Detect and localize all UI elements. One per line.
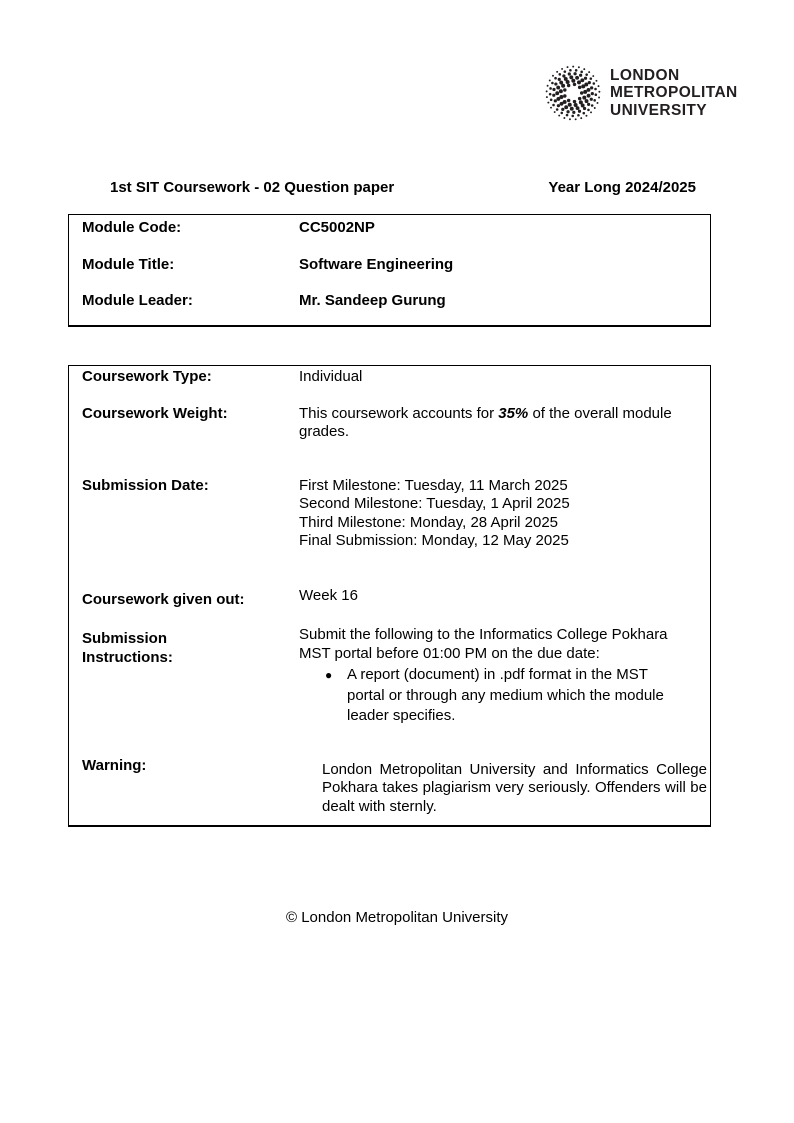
module-code-label: Module Code: [82,219,182,236]
weight-text-before: This coursework accounts for [299,404,499,422]
milestone-second: Second Milestone: Tuesday, 1 April 2025 [299,495,570,512]
copyright-notice: © London Metropolitan University [286,909,508,926]
coursework-weight-value [299,405,710,442]
table-row-coursework-type [69,368,710,387]
submission-instructions-value [299,626,710,727]
academic-year: Year Long 2024/2025 [548,179,696,196]
university-logo [544,64,738,122]
milestone-third: Third Milestone: Monday, 28 April 2025 [299,513,559,531]
submission-date-label: Submission Date: [82,476,209,494]
table-row-module-title [69,256,710,275]
module-code-value: CC5002NP [299,219,375,236]
module-title-value: Software Engineering [299,255,454,273]
module-leader-label: Module Leader: [82,292,193,309]
title-row [68,179,711,198]
given-out-label: Coursework given out: [82,590,245,608]
warning-value [299,757,715,817]
table-row-warning [69,757,710,817]
coursework-details-table [68,365,711,827]
logo-dots-icon [544,64,602,122]
coursework-weight-label: Coursework Weight: [82,404,228,422]
instructions-intro: Submit the following to the Informatics College Pokhara MST portal before 01:00 PM on the due date: [299,626,668,662]
table-row-module-leader [69,292,710,311]
table-row-submission-date [69,477,710,551]
table-row-given-out [69,587,710,610]
table-row-submission-instructions [69,626,710,727]
warning-label: Warning: [82,756,147,774]
table-row-module-code [69,219,710,238]
milestone-final: Final Submission: Monday, 12 May 2025 [299,532,569,549]
weight-text-after: of the overall module grades. [299,404,672,440]
module-title-label: Module Title: [82,255,175,273]
milestone-first: First Milestone: Tuesday, 11 March 2025 [299,476,568,494]
submission-instructions-label: Submission Instructions: [82,630,173,666]
given-out-value: Week 16 [299,586,358,604]
logo-line-2: METROPOLITAN [610,84,738,102]
logo-wordmark [610,67,738,120]
list-item [299,665,702,727]
weight-percentage: 35% [498,404,529,422]
submission-date-value [299,477,710,551]
instructions-bullet-list [299,665,702,727]
logo-line-3: UNIVERSITY [610,101,708,119]
module-info-table [68,214,711,327]
bullet-icon: ● [325,668,333,682]
bullet-item-text: A report (document) in .pdf format in the MST portal or through any medium which the module leader specifies. [347,666,664,724]
coursework-type-label: Coursework Type: [82,368,212,385]
table-row-coursework-weight [69,405,710,442]
logo-line-1: LONDON [610,66,680,84]
document-title: 1st SIT Coursework - 02 Question paper [110,179,395,196]
module-leader-value: Mr. Sandeep Gurung [299,292,446,309]
warning-text: London Metropolitan University and Informatics College Pokhara takes plagiarism very seriously. Offenders will be dealt with sternly. [322,760,707,815]
coursework-type-value: Individual [299,368,363,385]
